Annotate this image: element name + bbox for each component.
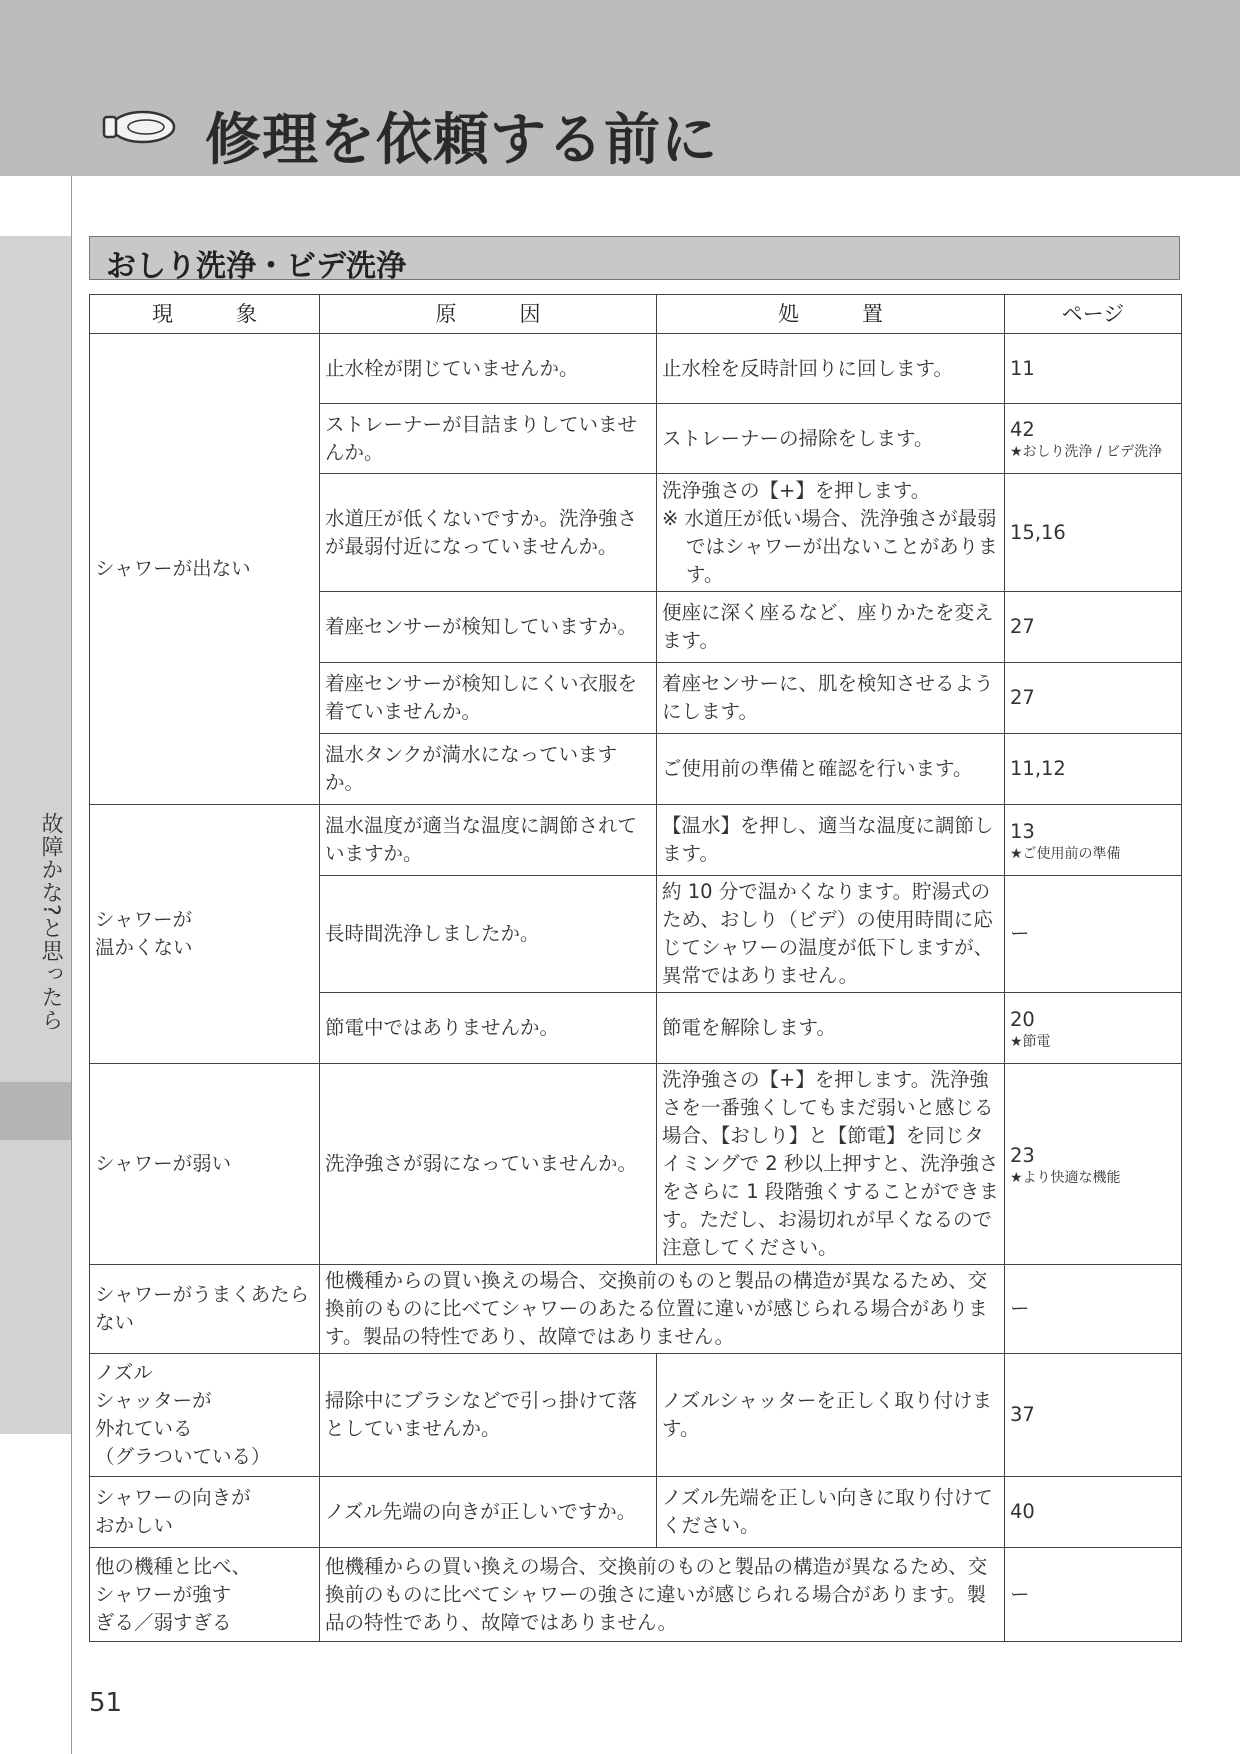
- page-cell: [1005, 474, 1182, 592]
- action-text: 洗浄強さの【+】を押します。: [662, 478, 931, 502]
- cause-cell: ストレーナーが目詰まりしていませんか。: [320, 404, 657, 474]
- action-cell: ストレーナーの掃除をします。: [657, 404, 1005, 474]
- table-row: [90, 1477, 1182, 1548]
- page-cell: [1005, 334, 1182, 404]
- page-cell: [1005, 1064, 1182, 1265]
- table-row: [90, 1064, 1182, 1265]
- cause-cell: 洗浄強さが弱になっていませんか。: [320, 1064, 657, 1265]
- page-note: ★おしり洗浄 / ビデ洗浄: [1010, 444, 1163, 460]
- table-row: [90, 1265, 1182, 1354]
- action-note: ※ 水道圧が低い場合、洗浄強さが最弱ではシャワーが出ないことがあります。: [662, 506, 998, 586]
- action-cell: 止水栓を反時計回りに回します。: [657, 334, 1005, 404]
- phenomenon-line: シャワーが強す: [95, 1582, 232, 1606]
- header-band: [0, 0, 1240, 176]
- page-ref: 40: [1010, 1500, 1035, 1523]
- page-cell: [1005, 1354, 1182, 1477]
- phenomenon-cell: シャワーが弱い: [90, 1064, 320, 1265]
- cause-cell: 温水タンクが満水になっていますか。: [320, 734, 657, 805]
- phenomenon-cell: [90, 1354, 320, 1477]
- column-header-action: 処 置: [657, 295, 1005, 334]
- phenomenon-line: 他の機種と比べ、: [95, 1554, 252, 1578]
- page-cell: [1005, 734, 1182, 805]
- phenomenon-line: ぎる／弱すぎる: [95, 1610, 232, 1634]
- troubleshooting-table: [89, 294, 1182, 1642]
- cause-cell: 水道圧が低くないですか。洗浄強さが最弱付近になっていませんか。: [320, 474, 657, 592]
- phenomenon-line: シャワーが: [95, 908, 193, 931]
- phenomenon-line: おかしい: [95, 1514, 174, 1537]
- action-cell: 便座に深く座るなど、座りかたを変えます。: [657, 592, 1005, 663]
- phenomenon-cell: シャワーが出ない: [90, 334, 320, 805]
- cause-cell: 節電中ではありませんか。: [320, 993, 657, 1064]
- action-cell: 洗浄強さの【+】を押します。洗浄強さを一番強くしてもまだ弱いと感じる場合、【おしり】と【節電】を同じタイミングで 2 秒以上押すと、洗浄強さをさらに 1 段階強くすることができます。ただし、お湯切れが早くなるので注意してください。: [657, 1064, 1005, 1265]
- phenomenon-line: シャワーの向きが: [95, 1486, 251, 1509]
- page-note: ★節電: [1010, 1033, 1051, 1050]
- page-cell: [1005, 993, 1182, 1064]
- cause-cell: 温水温度が適当な温度に調節されていますか。: [320, 805, 657, 876]
- cause-cell: 着座センサーが検知しにくい衣服を着ていませんか。: [320, 663, 657, 734]
- phenomenon-line: ノズル: [95, 1361, 153, 1384]
- phenomenon-line: （グラついている）: [95, 1445, 271, 1468]
- action-cell: 節電を解除します。: [657, 993, 1005, 1064]
- phenomenon-line: 外れている: [95, 1417, 193, 1440]
- phenomenon-cell: [90, 1477, 320, 1548]
- merged-cause-action-cell: 他機種からの買い換えの場合、交換前のものと製品の構造が異なるため、交換前のものに比べてシャワーの強さに違いが感じられる場合があります。製品の特性であり、故障ではありません。: [320, 1548, 1005, 1642]
- table-row: [90, 334, 1182, 404]
- action-cell: 【温水】を押し、適当な温度に調節します。: [657, 805, 1005, 876]
- page-cell: [1005, 1477, 1182, 1548]
- page-ref: ー: [1010, 922, 1030, 945]
- section-title: おしり洗浄・ビデ洗浄: [106, 249, 406, 284]
- page-ref: 11,12: [1010, 757, 1066, 780]
- table-row: [90, 1354, 1182, 1477]
- page-ref: 27: [1010, 686, 1035, 709]
- column-header-cause: 原 因: [320, 295, 657, 334]
- page-cell: [1005, 663, 1182, 734]
- page-ref: 13: [1010, 819, 1035, 843]
- phenomenon-line: シャッターが: [95, 1389, 212, 1412]
- section-header: [89, 236, 1180, 284]
- table-row: [90, 1548, 1182, 1642]
- page-ref: 23: [1010, 1143, 1035, 1167]
- toilet-seat-icon: [100, 104, 178, 150]
- table-header-row: [90, 295, 1182, 334]
- action-cell: ノズル先端を正しい向きに取り付けてください。: [657, 1477, 1005, 1548]
- phenomenon-line: 温かくない: [95, 936, 193, 959]
- cause-cell: 止水栓が閉じていませんか。: [320, 334, 657, 404]
- page-cell: [1005, 404, 1182, 474]
- table-row: [90, 805, 1182, 876]
- page-cell: [1005, 1548, 1182, 1642]
- page-ref: 11: [1010, 356, 1035, 380]
- page-ref: ー: [1010, 1297, 1030, 1320]
- phenomenon-cell: シャワーがうまくあたらない: [90, 1265, 320, 1354]
- action-cell: ご使用前の準備と確認を行います。: [657, 734, 1005, 805]
- action-cell: [657, 474, 1005, 592]
- action-cell: ノズルシャッターを正しく取り付けます。: [657, 1354, 1005, 1477]
- page-ref: 15,16: [1010, 520, 1066, 544]
- phenomenon-cell: [90, 1548, 320, 1642]
- page-ref: 37: [1010, 1403, 1035, 1426]
- action-cell: 着座センサーに、肌を検知させるようにします。: [657, 663, 1005, 734]
- page-note: ★より快適な機能: [1010, 1169, 1121, 1186]
- cause-cell: 着座センサーが検知していますか。: [320, 592, 657, 663]
- page-cell: [1005, 1265, 1182, 1354]
- page-ref: 20: [1010, 1007, 1035, 1031]
- phenomenon-cell: [90, 805, 320, 1064]
- side-divider: [71, 176, 72, 1754]
- page-number: 51: [89, 1688, 123, 1718]
- page-cell: [1005, 876, 1182, 993]
- page-cell: [1005, 805, 1182, 876]
- cause-cell: ノズル先端の向きが正しいですか。: [320, 1477, 657, 1548]
- cause-cell: 長時間洗浄しましたか。: [320, 876, 657, 993]
- page-ref: ー: [1010, 1582, 1030, 1606]
- page-ref: 42: [1010, 418, 1035, 441]
- page-note: ★ご使用前の準備: [1010, 845, 1121, 862]
- column-header-phenomenon: 現 象: [90, 295, 320, 334]
- page-cell: [1005, 592, 1182, 663]
- side-chapter-label: 故障かな?と思ったら: [38, 812, 63, 1032]
- page-title: 修理を依頼する前に: [205, 108, 718, 173]
- page-ref: 27: [1010, 615, 1035, 638]
- cause-cell: 掃除中にブラシなどで引っ掛けて落としていませんか。: [320, 1354, 657, 1477]
- side-tab-marker: [0, 1082, 71, 1140]
- merged-cause-action-cell: 他機種からの買い換えの場合、交換前のものと製品の構造が異なるため、交換前のものに比べてシャワーのあたる位置に違いが感じられる場合があります。製品の特性であり、故障ではありません。: [320, 1265, 1005, 1354]
- action-cell: 約 10 分で温かくなります。貯湯式のため、おしり（ビデ）の使用時間に応じてシャワーの温度が低下しますが、異常ではありません。: [657, 876, 1005, 993]
- column-header-page: ページ: [1005, 295, 1182, 334]
